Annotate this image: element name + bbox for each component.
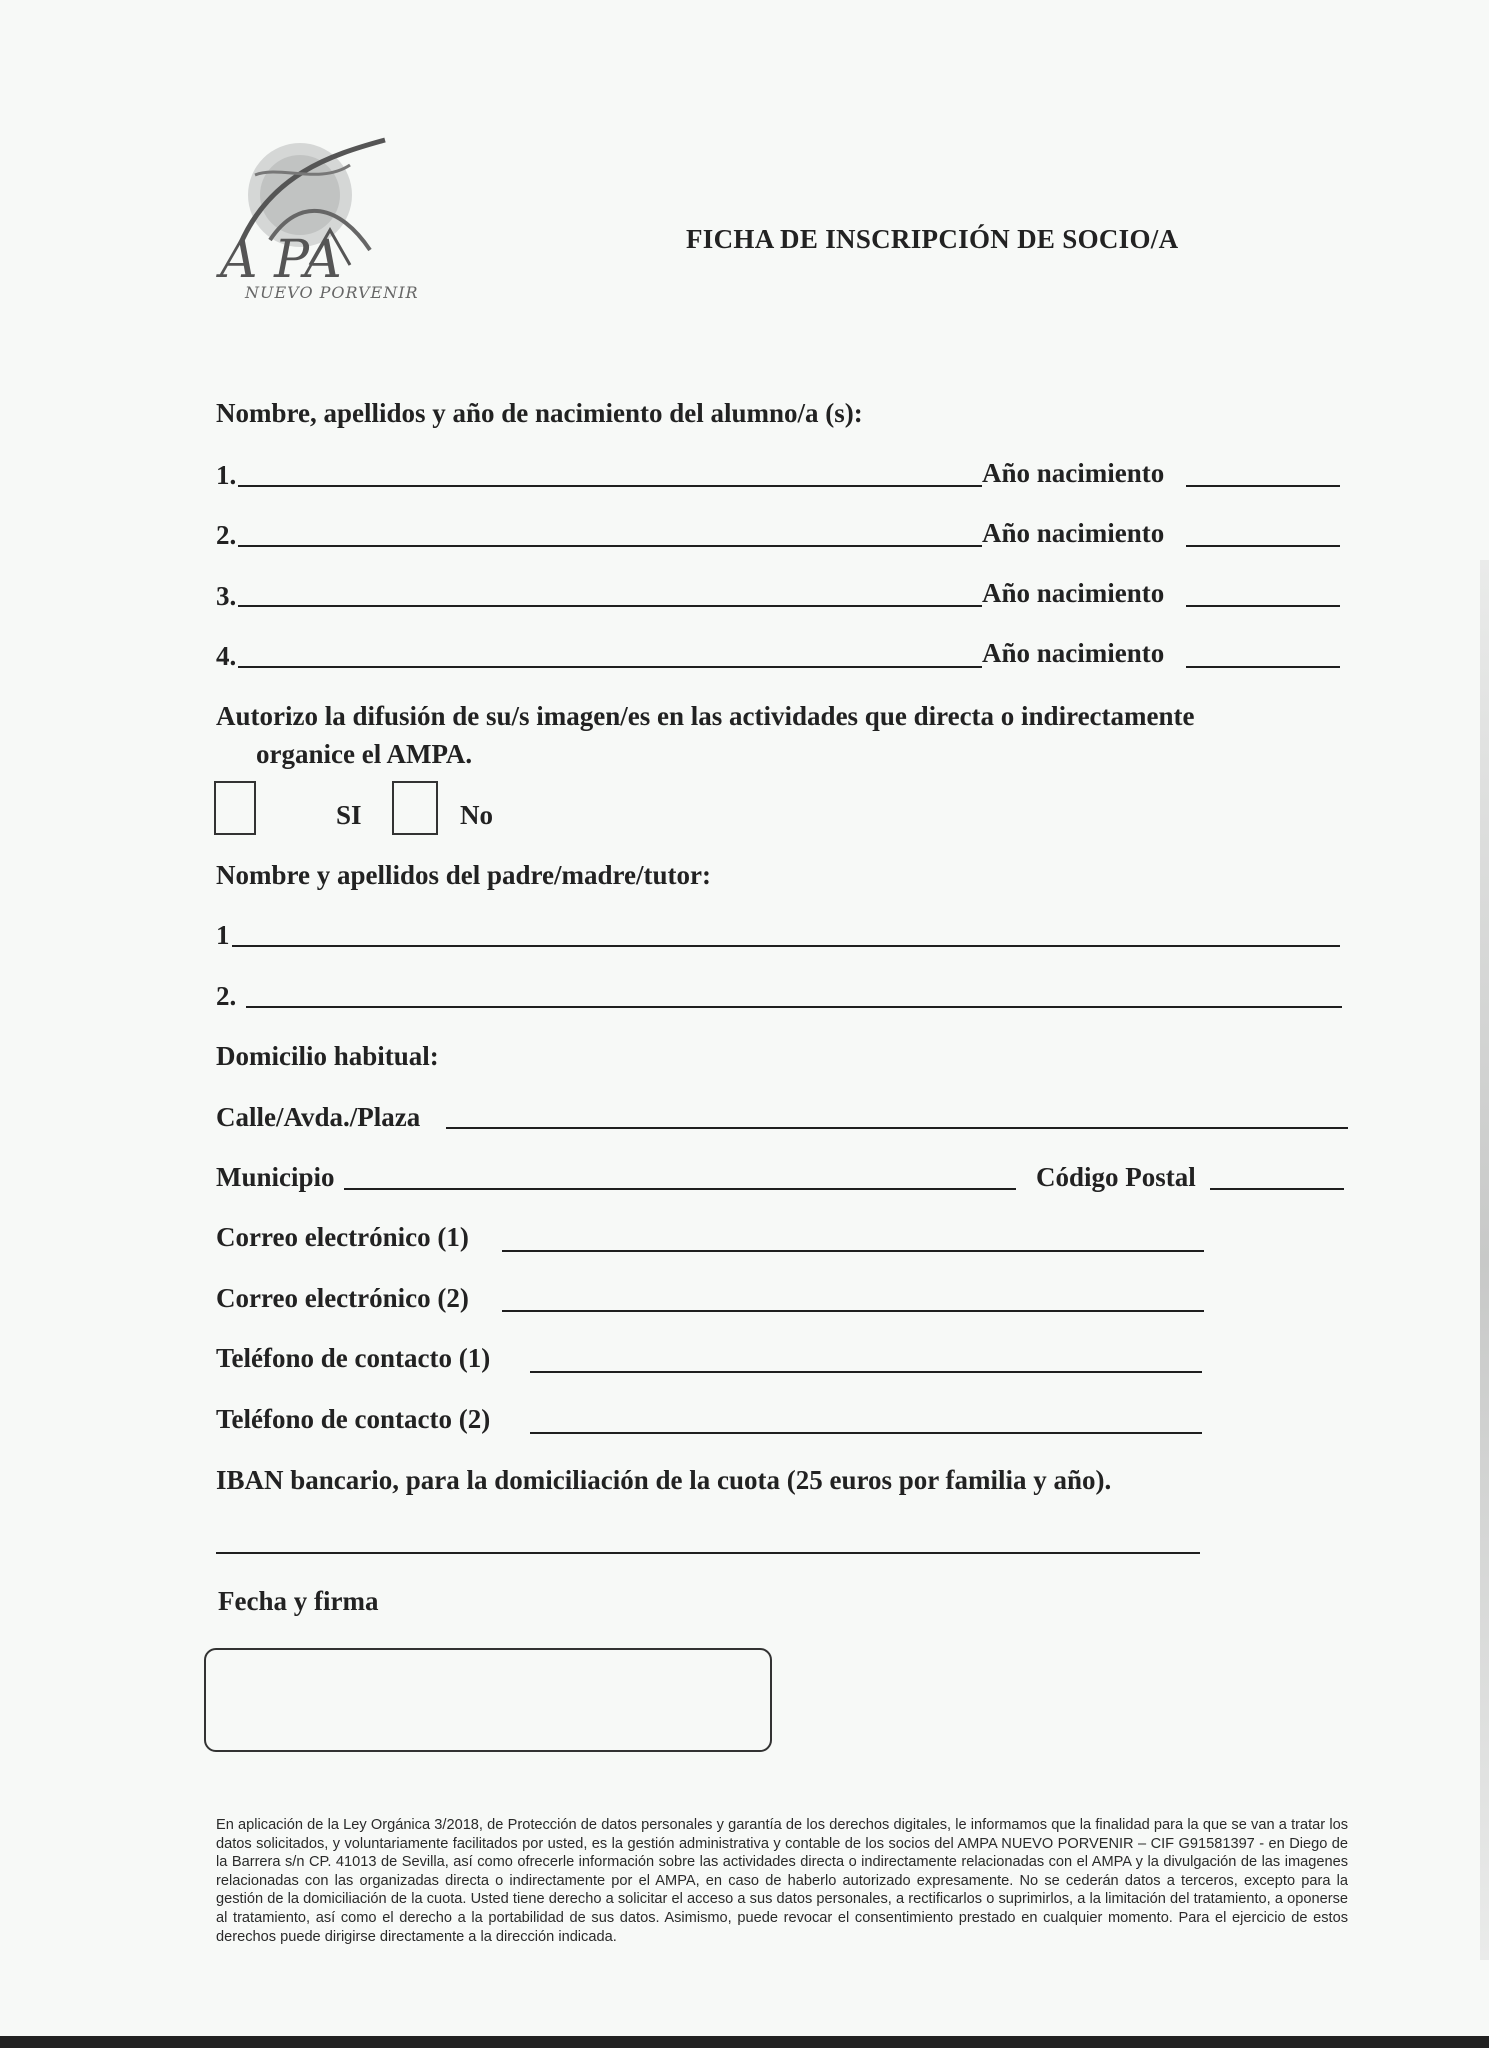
page-title: FICHA DE INSCRIPCIÓN DE SOCIO/A [686, 224, 1179, 254]
parents-heading: Nombre y apellidos del padre/madre/tutor: [216, 860, 711, 890]
address-heading: Domicilio habitual: [216, 1041, 439, 1071]
parent-1-name-field[interactable] [232, 945, 1340, 947]
email-2-field[interactable] [502, 1310, 1204, 1312]
iban-label: IBAN bancario, para la domiciliación de la cuota (25 euros por familia y año). [216, 1465, 1112, 1495]
signature-box[interactable] [204, 1648, 772, 1752]
student-3-year-label: Año nacimiento [982, 578, 1165, 608]
student-1-year-field[interactable] [1186, 485, 1340, 487]
consent-text-line1: Autorizo la difusión de su/s imagen/es en las actividades que directa o indirectamente [216, 701, 1195, 731]
student-2-year-label: Año nacimiento [982, 518, 1165, 548]
parent-2-name-field[interactable] [246, 1006, 1342, 1008]
scan-edge-shadow [1480, 560, 1489, 1960]
consent-no-checkbox[interactable] [392, 781, 438, 835]
legal-notice: En aplicación de la Ley Orgánica 3/2018, de Protección de datos personales y garantía de los derechos digitales, le informamos que la finalidad para la que se van a tratar los datos solicitados, y voluntariamente facilitados por usted, es la gestión administrativa y contable de los socios del AMPA NUEVO PORVENIR – CIF G91581397 - en Diego de la Barrera s/n CP. 41013 de Sevilla, así como ofrecerle información sobre las actividades directa o indirectamente relacionadas con el AMPA y la divulgación de las imagenes relacionadas con las organizadas directa o indirectamente por el AMPA, en caso de haberlo autorizado expresamente. No se cederán datos a terceros, excepto para la gestión de la domiciliación de la cuota. Usted tiene derecho a solicitar el acceso a sus datos personales, a rectificarlos o suprimirlos, a la limitación del tratamiento, a oponerse al tratamiento, así como el derecho a la portabilidad de sus datos. Asimismo, puede revocar el consentimiento prestado en cualquier momento. Para el ejercicio de estos derechos puede dirigirse directamente a la dirección indicada. [216, 1817, 1348, 1945]
student-1-name-field[interactable] [238, 485, 982, 487]
student-4-name-field[interactable] [238, 666, 982, 668]
consent-yes-checkbox[interactable] [214, 781, 256, 835]
logo-subtitle: NUEVO PORVENIR [245, 283, 419, 302]
consent-no-label: No [460, 800, 493, 830]
consent-text-line2: organice el AMPA. [256, 739, 473, 769]
student-4-year-label: Año nacimiento [982, 638, 1165, 668]
phone-2-field[interactable] [530, 1432, 1202, 1434]
students-heading: Nombre, apellidos y año de nacimiento del alumno/a (s): [216, 398, 863, 428]
email-2-label: Correo electrónico (2) [216, 1283, 469, 1313]
zip-field[interactable] [1210, 1188, 1344, 1190]
signature-label: Fecha y firma [218, 1586, 379, 1616]
student-4-number: 4. [216, 641, 237, 671]
ampa-logo [210, 135, 470, 315]
iban-field[interactable] [216, 1552, 1200, 1554]
logo-text: A PA [220, 230, 342, 290]
parent-2-number: 2. [216, 981, 237, 1011]
city-label: Municipio [216, 1162, 335, 1192]
student-2-name-field[interactable] [238, 545, 982, 547]
city-field[interactable] [344, 1188, 1016, 1190]
student-3-number: 3. [216, 581, 237, 611]
student-3-year-field[interactable] [1186, 605, 1340, 607]
parent-1-number: 1 [216, 920, 230, 950]
student-2-number: 2. [216, 520, 237, 550]
zip-label: Código Postal [1036, 1162, 1196, 1192]
student-1-year-label: Año nacimiento [982, 458, 1165, 488]
street-label: Calle/Avda./Plaza [216, 1102, 421, 1132]
student-3-name-field[interactable] [238, 605, 982, 607]
phone-1-field[interactable] [530, 1371, 1202, 1373]
phone-2-label: Teléfono de contacto (2) [216, 1404, 491, 1434]
student-4-year-field[interactable] [1186, 666, 1340, 668]
student-2-year-field[interactable] [1186, 545, 1340, 547]
scan-bottom-edge [0, 2036, 1489, 2048]
consent-yes-label: SI [336, 800, 362, 830]
email-1-label: Correo electrónico (1) [216, 1222, 469, 1252]
phone-1-label: Teléfono de contacto (1) [216, 1343, 491, 1373]
street-field[interactable] [446, 1127, 1348, 1129]
student-1-number: 1. [216, 460, 237, 490]
email-1-field[interactable] [502, 1250, 1204, 1252]
